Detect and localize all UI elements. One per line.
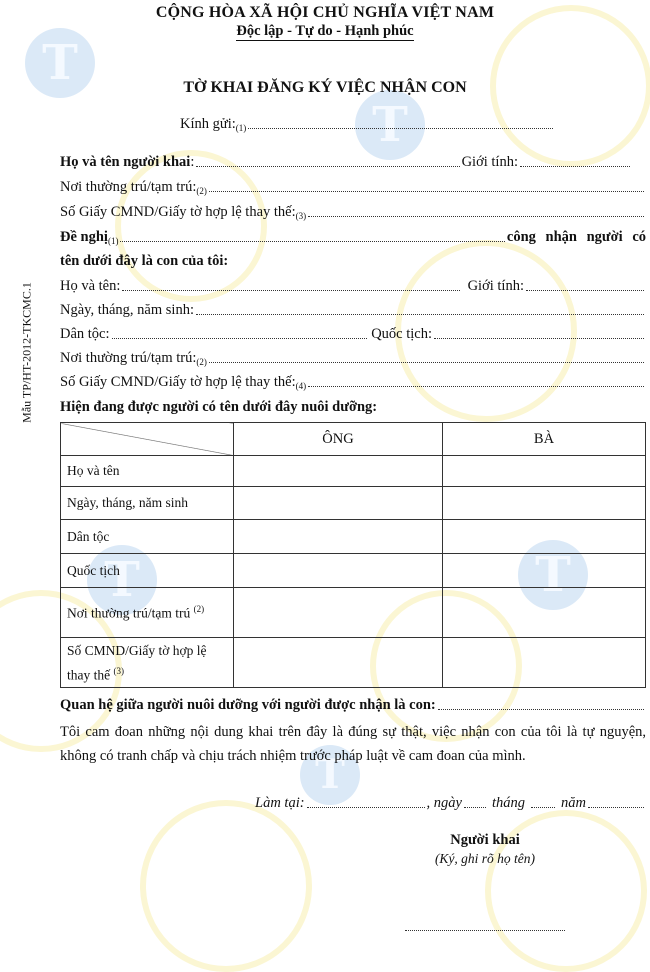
relation-label: Quan hệ giữa người nuôi dưỡng với người được nhận là con: bbox=[60, 697, 436, 713]
request-tail: công nhận người có bbox=[506, 229, 646, 245]
watermark-logo-icon: T bbox=[300, 745, 360, 805]
year-field[interactable] bbox=[588, 807, 644, 808]
watermark-logo-icon: T bbox=[25, 28, 95, 98]
mother-id-cell[interactable] bbox=[443, 638, 646, 688]
child-name-line bbox=[60, 278, 646, 295]
child-nationality-label: Quốc tịch: bbox=[371, 326, 432, 342]
row-label-cell: Nơi thường trú/tạm trú $^{(2)}$ bbox=[61, 588, 234, 638]
child-gender-label: Giới tính: bbox=[467, 278, 524, 294]
father-dob-cell[interactable] bbox=[234, 487, 443, 520]
relation-line bbox=[60, 697, 646, 714]
recipient-field[interactable] bbox=[248, 128, 553, 129]
mother-ethnicity-cell[interactable] bbox=[443, 520, 646, 554]
day-label: , ngày bbox=[426, 795, 462, 811]
watermark-lemon-icon bbox=[140, 800, 312, 972]
recipient-label: Kính gửi: bbox=[180, 116, 236, 132]
place-label: Làm tại: bbox=[255, 795, 305, 811]
mother-residence-cell[interactable] bbox=[443, 588, 646, 638]
request-label: Đề nghị bbox=[60, 229, 108, 245]
declarant-name-field[interactable] bbox=[196, 166, 459, 167]
mother-dob-cell[interactable] bbox=[443, 487, 646, 520]
row-label: Nơi thường trú/tạm trú bbox=[67, 605, 191, 621]
mother-nationality-cell[interactable] bbox=[443, 554, 646, 588]
father-name-cell[interactable] bbox=[234, 456, 443, 487]
child-id-field[interactable] bbox=[308, 386, 644, 387]
table-row bbox=[61, 456, 646, 487]
row-label: Số CMND/Giấy tờ hợp lệ thay thế bbox=[67, 642, 207, 683]
request-line: Đề nghị $_{(1)}$ công nhận người có bbox=[60, 229, 646, 246]
form-title: TỜ KHAI ĐĂNG KÝ VIỆC NHẬN CON bbox=[183, 79, 467, 96]
signature-note: (Ký, ghi rõ họ tên) bbox=[434, 851, 536, 866]
table-row bbox=[61, 554, 646, 588]
row-label: Dân tộc bbox=[61, 520, 234, 554]
month-label: tháng bbox=[491, 795, 526, 811]
child-residence-field[interactable] bbox=[209, 362, 644, 363]
child-ethnicity-line bbox=[60, 326, 646, 343]
row-label: Ngày, tháng, năm sinh bbox=[61, 487, 234, 520]
child-nationality-field[interactable] bbox=[434, 338, 644, 339]
father-ethnicity-cell[interactable] bbox=[234, 520, 443, 554]
child-dob-line bbox=[60, 302, 646, 319]
declarant-name-line: Họ và tên người khai : Giới tính : bbox=[60, 154, 632, 171]
national-motto: Độc lập - Tự do - Hạnh phúc bbox=[236, 23, 414, 39]
declarant-residence-field[interactable] bbox=[209, 191, 644, 192]
declarant-residence-label: Nơi thường trú/tạm trú: bbox=[60, 179, 197, 195]
child-dob-label: Ngày, tháng, năm sinh: bbox=[60, 302, 194, 318]
child-id-label: Số Giấy CMND/Giấy tờ hợp lệ thay thế: bbox=[60, 374, 296, 390]
declarant-gender-label: Giới tính bbox=[461, 154, 514, 170]
mother-name-cell[interactable] bbox=[443, 456, 646, 487]
father-id-cell[interactable] bbox=[234, 638, 443, 688]
table-header-row bbox=[61, 423, 646, 456]
foster-heading: Hiện đang được người có tên dưới đây nuôi dưỡng: bbox=[60, 399, 378, 415]
watermark-logo-icon: T bbox=[87, 545, 157, 615]
father-residence-cell[interactable] bbox=[234, 588, 443, 638]
declarant-id-label: Số Giấy CMND/Giấy tờ hợp lệ thay thế: bbox=[60, 204, 296, 220]
signature-title: Người khai bbox=[450, 832, 520, 848]
day-field[interactable] bbox=[464, 807, 486, 808]
request-line2: tên dưới đây là con của tôi: bbox=[60, 253, 229, 269]
declarant-residence-line: Nơi thường trú/tạm trú: $_{(2)}$ bbox=[60, 179, 646, 196]
child-id-line: Số Giấy CMND/Giấy tờ hợp lệ thay thế: $_{(4)}$ bbox=[60, 374, 646, 391]
col-header-father: ÔNG bbox=[234, 423, 443, 456]
declarant-gender-field[interactable] bbox=[520, 166, 630, 167]
year-label: năm bbox=[561, 795, 586, 811]
country-name: CỘNG HÒA XÃ HỘI CHỦ NGHĨA VIỆT NAM bbox=[155, 4, 495, 21]
watermark-logo-icon: T bbox=[355, 90, 425, 160]
table-row bbox=[61, 487, 646, 520]
form-code-label: Mẫu TP/HT-2012-TKCMC.1 bbox=[19, 282, 34, 423]
watermark-logo-icon: T bbox=[518, 540, 588, 610]
father-nationality-cell[interactable] bbox=[234, 554, 443, 588]
row-label-cell: Số CMND/Giấy tờ hợp lệ thay thế $^{(3)}$ bbox=[61, 638, 234, 688]
row-label: Họ và tên bbox=[61, 456, 234, 487]
table-row bbox=[61, 588, 646, 638]
place-date-line bbox=[255, 795, 646, 812]
child-name-label: Họ và tên: bbox=[60, 278, 121, 294]
declarant-id-field[interactable] bbox=[308, 216, 644, 217]
recipient-line: Kính gửi: $_{(1)}$ bbox=[180, 116, 555, 133]
child-residence-label: Nơi thường trú/tạm trú: bbox=[60, 350, 197, 366]
relation-field[interactable] bbox=[438, 709, 644, 710]
table-corner-cell bbox=[61, 423, 234, 456]
child-dob-field[interactable] bbox=[196, 314, 644, 315]
child-ethnicity-field[interactable] bbox=[112, 338, 368, 339]
commitment-paragraph: Tôi cam đoan những nội dung khai trên đây là đúng sự thật, việc nhận con của tôi là tự nguyện, không có tranh chấp và chịu trách nhiệm trước pháp luật về cam đoan của mình. bbox=[60, 724, 646, 764]
table-row bbox=[61, 520, 646, 554]
table-row bbox=[61, 638, 646, 688]
child-residence-line: Nơi thường trú/tạm trú: $_{(2)}$ bbox=[60, 350, 646, 367]
child-ethnicity-label: Dân tộc: bbox=[60, 326, 110, 342]
child-gender-field[interactable] bbox=[526, 290, 644, 291]
month-field[interactable] bbox=[531, 807, 555, 808]
declarant-id-line: Số Giấy CMND/Giấy tờ hợp lệ thay thế: $_{(3)}$ bbox=[60, 204, 646, 221]
child-name-field[interactable] bbox=[122, 290, 459, 291]
signature-field[interactable] bbox=[405, 930, 565, 931]
place-field[interactable] bbox=[307, 807, 425, 808]
declarant-name-label: Họ và tên người khai bbox=[60, 154, 191, 170]
request-field[interactable] bbox=[120, 241, 504, 242]
foster-parents-table bbox=[60, 422, 646, 688]
col-header-mother: BÀ bbox=[443, 423, 646, 456]
row-label: Quốc tịch bbox=[61, 554, 234, 588]
